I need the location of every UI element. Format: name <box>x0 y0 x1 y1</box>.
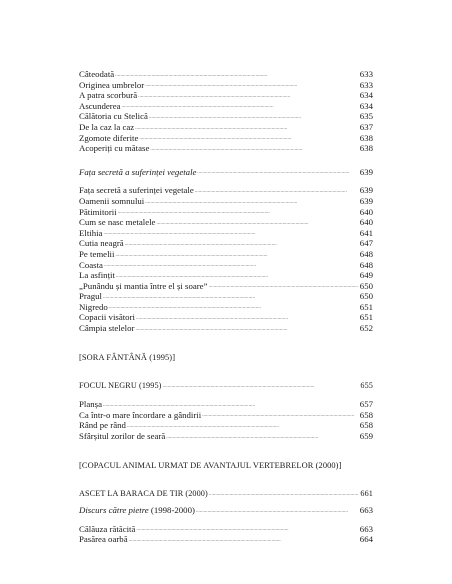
toc-entry-page: 634 <box>359 90 373 101</box>
toc-entry <box>79 323 373 334</box>
toc-entry-title: Călătoria cu Stelică <box>79 111 148 122</box>
toc-entry-title: Pe temelii <box>79 248 115 259</box>
toc-entry-page: 637 <box>359 121 373 132</box>
toc-subsection-heading <box>79 505 373 516</box>
toc-group-1 <box>79 69 373 154</box>
toc-entry-page: 650 <box>359 280 373 291</box>
toc-entry-page: 649 <box>359 270 373 281</box>
toc-entry <box>79 420 373 431</box>
toc-section-heading <box>79 381 373 392</box>
toc-group-4 <box>79 524 373 545</box>
toc-entry <box>79 281 373 292</box>
toc-entry <box>79 101 373 112</box>
leader-dots <box>109 302 358 313</box>
toc-entry-page: 638 <box>359 132 373 143</box>
toc-entry <box>79 217 373 228</box>
toc-entry-page: 647 <box>359 238 373 249</box>
toc-subsection-title-italic: Discurs către pietre <box>79 505 149 516</box>
leader-dots <box>195 185 358 196</box>
toc-entry <box>79 90 373 101</box>
toc-entry <box>79 122 373 133</box>
toc-entry-title: Planșa <box>79 399 102 410</box>
toc-entry-title: Ca într-o mare încordare a gândirii <box>79 409 202 420</box>
toc-section-heading <box>79 489 373 500</box>
toc-section-page: 639 <box>359 166 373 177</box>
toc-entry-title: A patra scorbură <box>79 90 138 101</box>
leader-dots <box>166 431 358 442</box>
toc-entry-title: Pasărea oarbă <box>79 534 128 545</box>
toc-entry <box>79 185 373 196</box>
leader-dots <box>115 69 358 80</box>
toc-entry-page: 648 <box>359 248 373 259</box>
leader-dots <box>129 534 358 545</box>
toc-entry-page: 639 <box>359 195 373 206</box>
toc-entry <box>79 228 373 239</box>
toc-subsection-title <box>79 505 196 516</box>
toc-subsection-title-years: (1998-2000) <box>148 505 195 516</box>
toc-entry-page: 657 <box>359 399 373 410</box>
toc-entry-page: 633 <box>359 79 373 90</box>
leader-dots <box>125 238 358 249</box>
toc-entry <box>79 249 373 260</box>
leader-dots <box>209 489 359 500</box>
leader-dots <box>145 80 358 91</box>
toc-entry-title: Zgomote diferite <box>79 132 139 143</box>
toc-section-page: 661 <box>360 488 373 498</box>
toc-entry-title: Sfârșitul zorilor de seară <box>79 431 166 442</box>
toc-entry <box>79 196 373 207</box>
toc-entry <box>79 524 373 535</box>
leader-dots <box>127 420 358 431</box>
toc-entry-page: 658 <box>359 420 373 431</box>
toc-section-page: 655 <box>360 380 373 390</box>
toc-entry <box>79 302 373 313</box>
toc-entry-title: Rând pe rând <box>79 420 126 431</box>
leader-dots <box>139 133 357 144</box>
toc-section-title: FOCUL NEGRU (1995) <box>79 380 162 390</box>
toc-entry-title: Pragul <box>79 291 102 302</box>
leader-dots <box>156 217 357 228</box>
leader-dots <box>103 228 357 239</box>
toc-section-title: ASCET LA BARACA DE TIR (2000) <box>79 488 208 498</box>
toc-entry-title: „Punându și mantia între el și soare” <box>79 280 208 291</box>
leader-dots <box>197 167 357 178</box>
toc-entry-page: 659 <box>359 431 373 442</box>
toc-entry-page: 641 <box>359 227 373 238</box>
toc-entry-title: Fața secretă a suferinței vegetale <box>79 185 194 196</box>
leader-dots <box>135 122 358 133</box>
toc-entry-title: Nigredo <box>79 301 108 312</box>
toc-entry-page: 633 <box>359 69 373 79</box>
toc-entry-title: Cum se nasc metalele <box>79 217 156 228</box>
toc-entry-title: Câmpia stelelor <box>79 323 135 334</box>
toc-entry <box>79 431 373 442</box>
toc-entry <box>79 291 373 302</box>
toc-entry-page: 634 <box>359 100 373 111</box>
leader-dots <box>116 270 358 281</box>
toc-bracket-section: [COPACUL ANIMAL URMAT DE AVANTAJUL VERTEBRELOR (2000)] <box>79 460 342 470</box>
toc-entry <box>79 260 373 271</box>
leader-dots <box>136 524 357 535</box>
toc-entry-page: 635 <box>359 111 373 122</box>
toc-entry <box>79 111 373 122</box>
leader-dots <box>103 399 358 410</box>
toc-entry-page: 658 <box>359 409 373 420</box>
leader-dots <box>136 312 358 323</box>
toc-entry <box>79 238 373 249</box>
toc-entry-page: 664 <box>359 534 373 545</box>
leader-dots <box>118 207 358 218</box>
toc-entry-title: Copacii visători <box>79 312 135 323</box>
toc-entry-title: Eltihia <box>79 227 103 238</box>
toc-entry-page: 648 <box>359 259 373 270</box>
toc-entry-title: Cutia neagră <box>79 238 124 249</box>
toc-entry-title: Câteodată <box>79 69 115 79</box>
toc-entry-page: 651 <box>359 301 373 312</box>
toc-entry-title: Călăuza rătăcită <box>79 523 136 534</box>
toc-entry-title: Pătimitorii <box>79 206 117 217</box>
leader-dots <box>122 101 358 112</box>
table-of-contents <box>79 69 373 545</box>
leader-dots <box>149 111 358 122</box>
toc-section-title: Fața secretă a suferinței vegetale <box>79 166 197 177</box>
toc-entry-title: De la caz la caz <box>79 121 135 132</box>
toc-entry <box>79 80 373 91</box>
toc-entry-title: Oamenii somnului <box>79 195 145 206</box>
toc-entry <box>79 534 373 545</box>
leader-dots <box>115 249 357 260</box>
toc-entry-page: 640 <box>359 217 373 228</box>
toc-entry-page: 652 <box>359 323 373 334</box>
leader-dots <box>209 281 358 292</box>
toc-entry-page: 640 <box>359 206 373 217</box>
toc-group-2 <box>79 185 373 333</box>
toc-entry-page: 639 <box>359 185 373 196</box>
toc-entry-page: 663 <box>359 523 373 534</box>
leader-dots <box>138 90 358 101</box>
toc-group-3 <box>79 399 373 441</box>
toc-entry <box>79 399 373 410</box>
leader-dots <box>104 260 358 271</box>
toc-entry-page: 650 <box>359 291 373 302</box>
toc-entry <box>79 410 373 421</box>
toc-entry-title: Ascunderea <box>79 100 121 111</box>
toc-section-heading <box>79 167 373 178</box>
toc-entry <box>79 143 373 154</box>
toc-entry <box>79 207 373 218</box>
leader-dots <box>150 143 357 154</box>
leader-dots <box>103 291 358 302</box>
leader-dots <box>135 323 357 334</box>
toc-entry-page: 651 <box>359 312 373 323</box>
toc-entry <box>79 69 373 80</box>
toc-entry-title: La asfințit <box>79 270 115 281</box>
toc-entry-title: Coasta <box>79 259 103 270</box>
leader-dots <box>145 196 358 207</box>
toc-subsection-page: 663 <box>359 505 373 516</box>
toc-entry <box>79 270 373 281</box>
toc-entry <box>79 133 373 144</box>
toc-bracket-section: [SORA FÂNTÂNĂ (1995)] <box>79 352 176 362</box>
leader-dots <box>202 410 358 421</box>
leader-dots <box>196 505 358 516</box>
leader-dots <box>162 381 358 392</box>
toc-entry-title: Acoperiți cu mătase <box>79 143 150 154</box>
toc-entry-page: 638 <box>359 143 373 154</box>
toc-entry <box>79 312 373 323</box>
toc-entry-title: Originea umbrelor <box>79 79 145 90</box>
